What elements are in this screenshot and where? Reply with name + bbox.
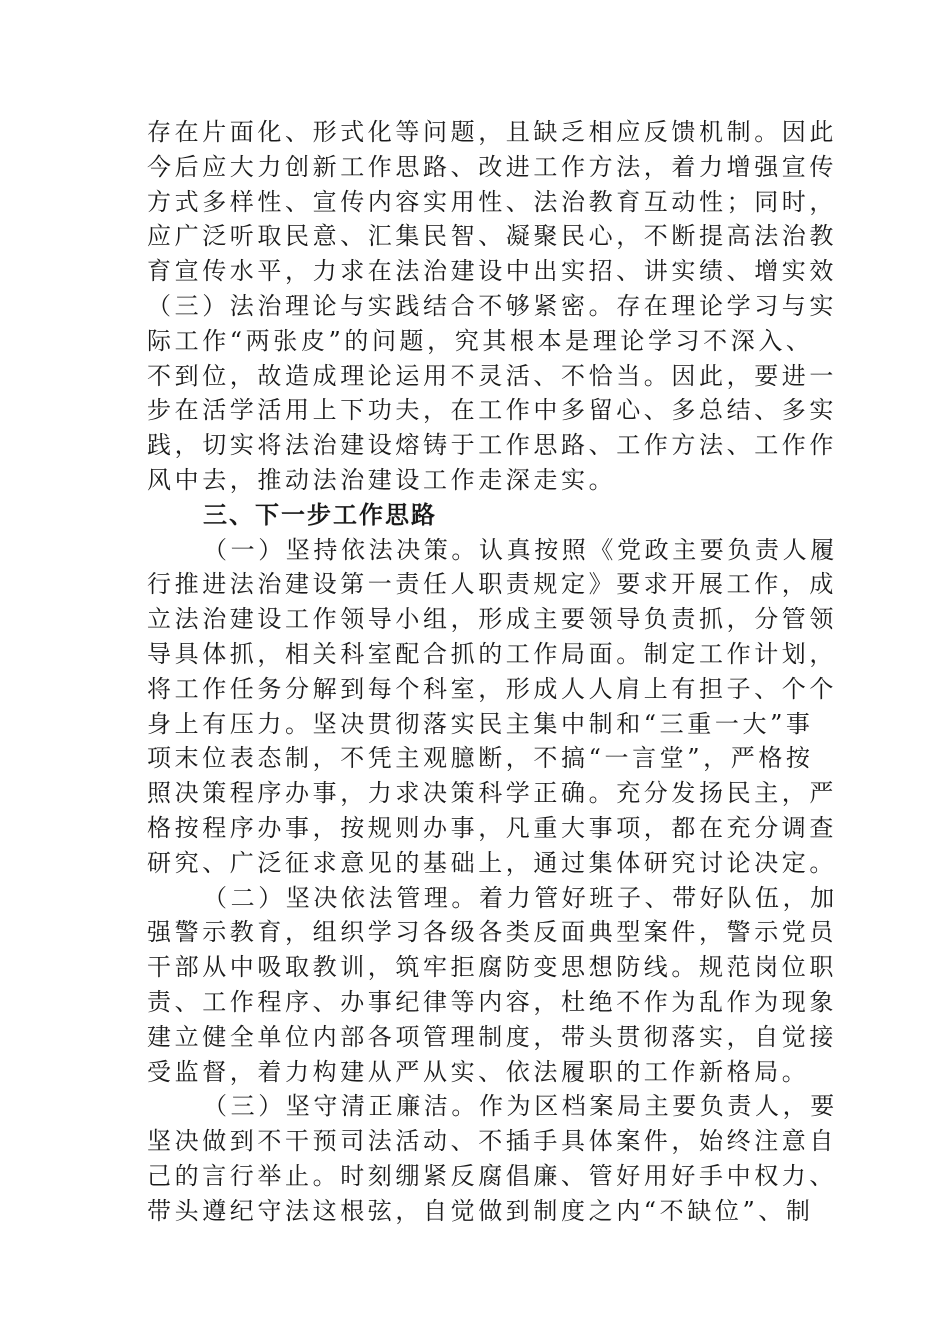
text-line: 风中去，推动法治建设工作走深走实。 <box>147 465 617 494</box>
text-line: （二）坚决依法管理。着力管好班子、带好队伍，加 <box>203 883 838 912</box>
text-line: 照决策程序办事，力求决策科学正确。充分发扬民主，严 <box>147 779 837 808</box>
text-line: （三）法治理论与实践结合不够紧密。存在理论学习与实 <box>147 291 837 320</box>
text-line: （三）坚守清正廉洁。作为区档案局主要负责人，要 <box>203 1092 838 1121</box>
section-heading: 三、下一步工作思路 <box>203 500 437 529</box>
text-line: 坚决做到不干预司法活动、不插手具体案件，始终注意自 <box>147 1127 837 1156</box>
text-line: 不到位，故造成理论运用不灵活、不恰当。因此，要进一 <box>147 361 837 390</box>
document-body <box>147 115 838 1229</box>
text-line: （一）坚持依法决策。认真按照《党政主要负责人履 <box>203 535 838 564</box>
text-line: 格按程序办事，按规则办事，凡重大事项，都在充分调查 <box>147 813 837 842</box>
text-line: 立法治建设工作领导小组，形成主要领导负责抓，分管领 <box>147 605 837 634</box>
text-line: 责、工作程序、办事纪律等内容，杜绝不作为乱作为现象 <box>147 987 837 1016</box>
text-line: 将工作任务分解到每个科室，形成人人肩上有担子、个个 <box>147 674 837 703</box>
text-line: 步在活学活用上下功夫，在工作中多留心、多总结、多实 <box>147 396 837 425</box>
text-line: 今后应大力创新工作思路、改进工作方法，着力增强宣传 <box>147 152 837 181</box>
text-line: 导具体抓，相关科室配合抓的工作局面。制定工作计划， <box>147 639 837 668</box>
text-line: 项末位表态制，不凭主观臆断，不搞“一言堂”，严格按 <box>147 744 814 773</box>
text-line: 建立健全单位内部各项管理制度，带头贯彻落实，自觉接 <box>147 1022 837 1051</box>
text-line: 育宣传水平，力求在法治建设中出实招、讲实绩、增实效 <box>147 257 837 286</box>
text-line: 存在片面化、形式化等问题，且缺乏相应反馈机制。因此 <box>147 118 837 146</box>
text-line: 受监督，着力构建从严从实、依法履职的工作新格局。 <box>147 1057 810 1086</box>
text-line: 带头遵纪守法这根弦，自觉做到制度之内“不缺位”、制 <box>147 1196 814 1225</box>
text-line: 践，切实将法治建设熔铸于工作思路、工作方法、工作作 <box>147 431 837 460</box>
text-line: 干部从中吸取教训，筑牢拒腐防变思想防线。规范岗位职 <box>147 953 837 982</box>
text-line: 研究、广泛征求意见的基础上，通过集体研究讨论决定。 <box>147 848 837 877</box>
text-line: 方式多样性、宣传内容实用性、法治教育互动性；同时， <box>147 187 837 216</box>
text-line: 强警示教育，组织学习各级各类反面典型案件，警示党员 <box>147 918 837 947</box>
text-line: 际工作“两张皮”的问题，究其根本是理论学习不深入、 <box>147 326 814 355</box>
text-line: 身上有压力。坚决贯彻落实民主集中制和“三重一大”事 <box>147 709 814 738</box>
text-line: 行推进法治建设第一责任人职责规定》要求开展工作，成 <box>147 570 837 599</box>
text-line: 己的言行举止。时刻绷紧反腐倡廉、管好用好手中权力、 <box>147 1161 837 1190</box>
text-line: 应广泛听取民意、汇集民智、凝聚民心，不断提高法治教 <box>147 222 837 251</box>
